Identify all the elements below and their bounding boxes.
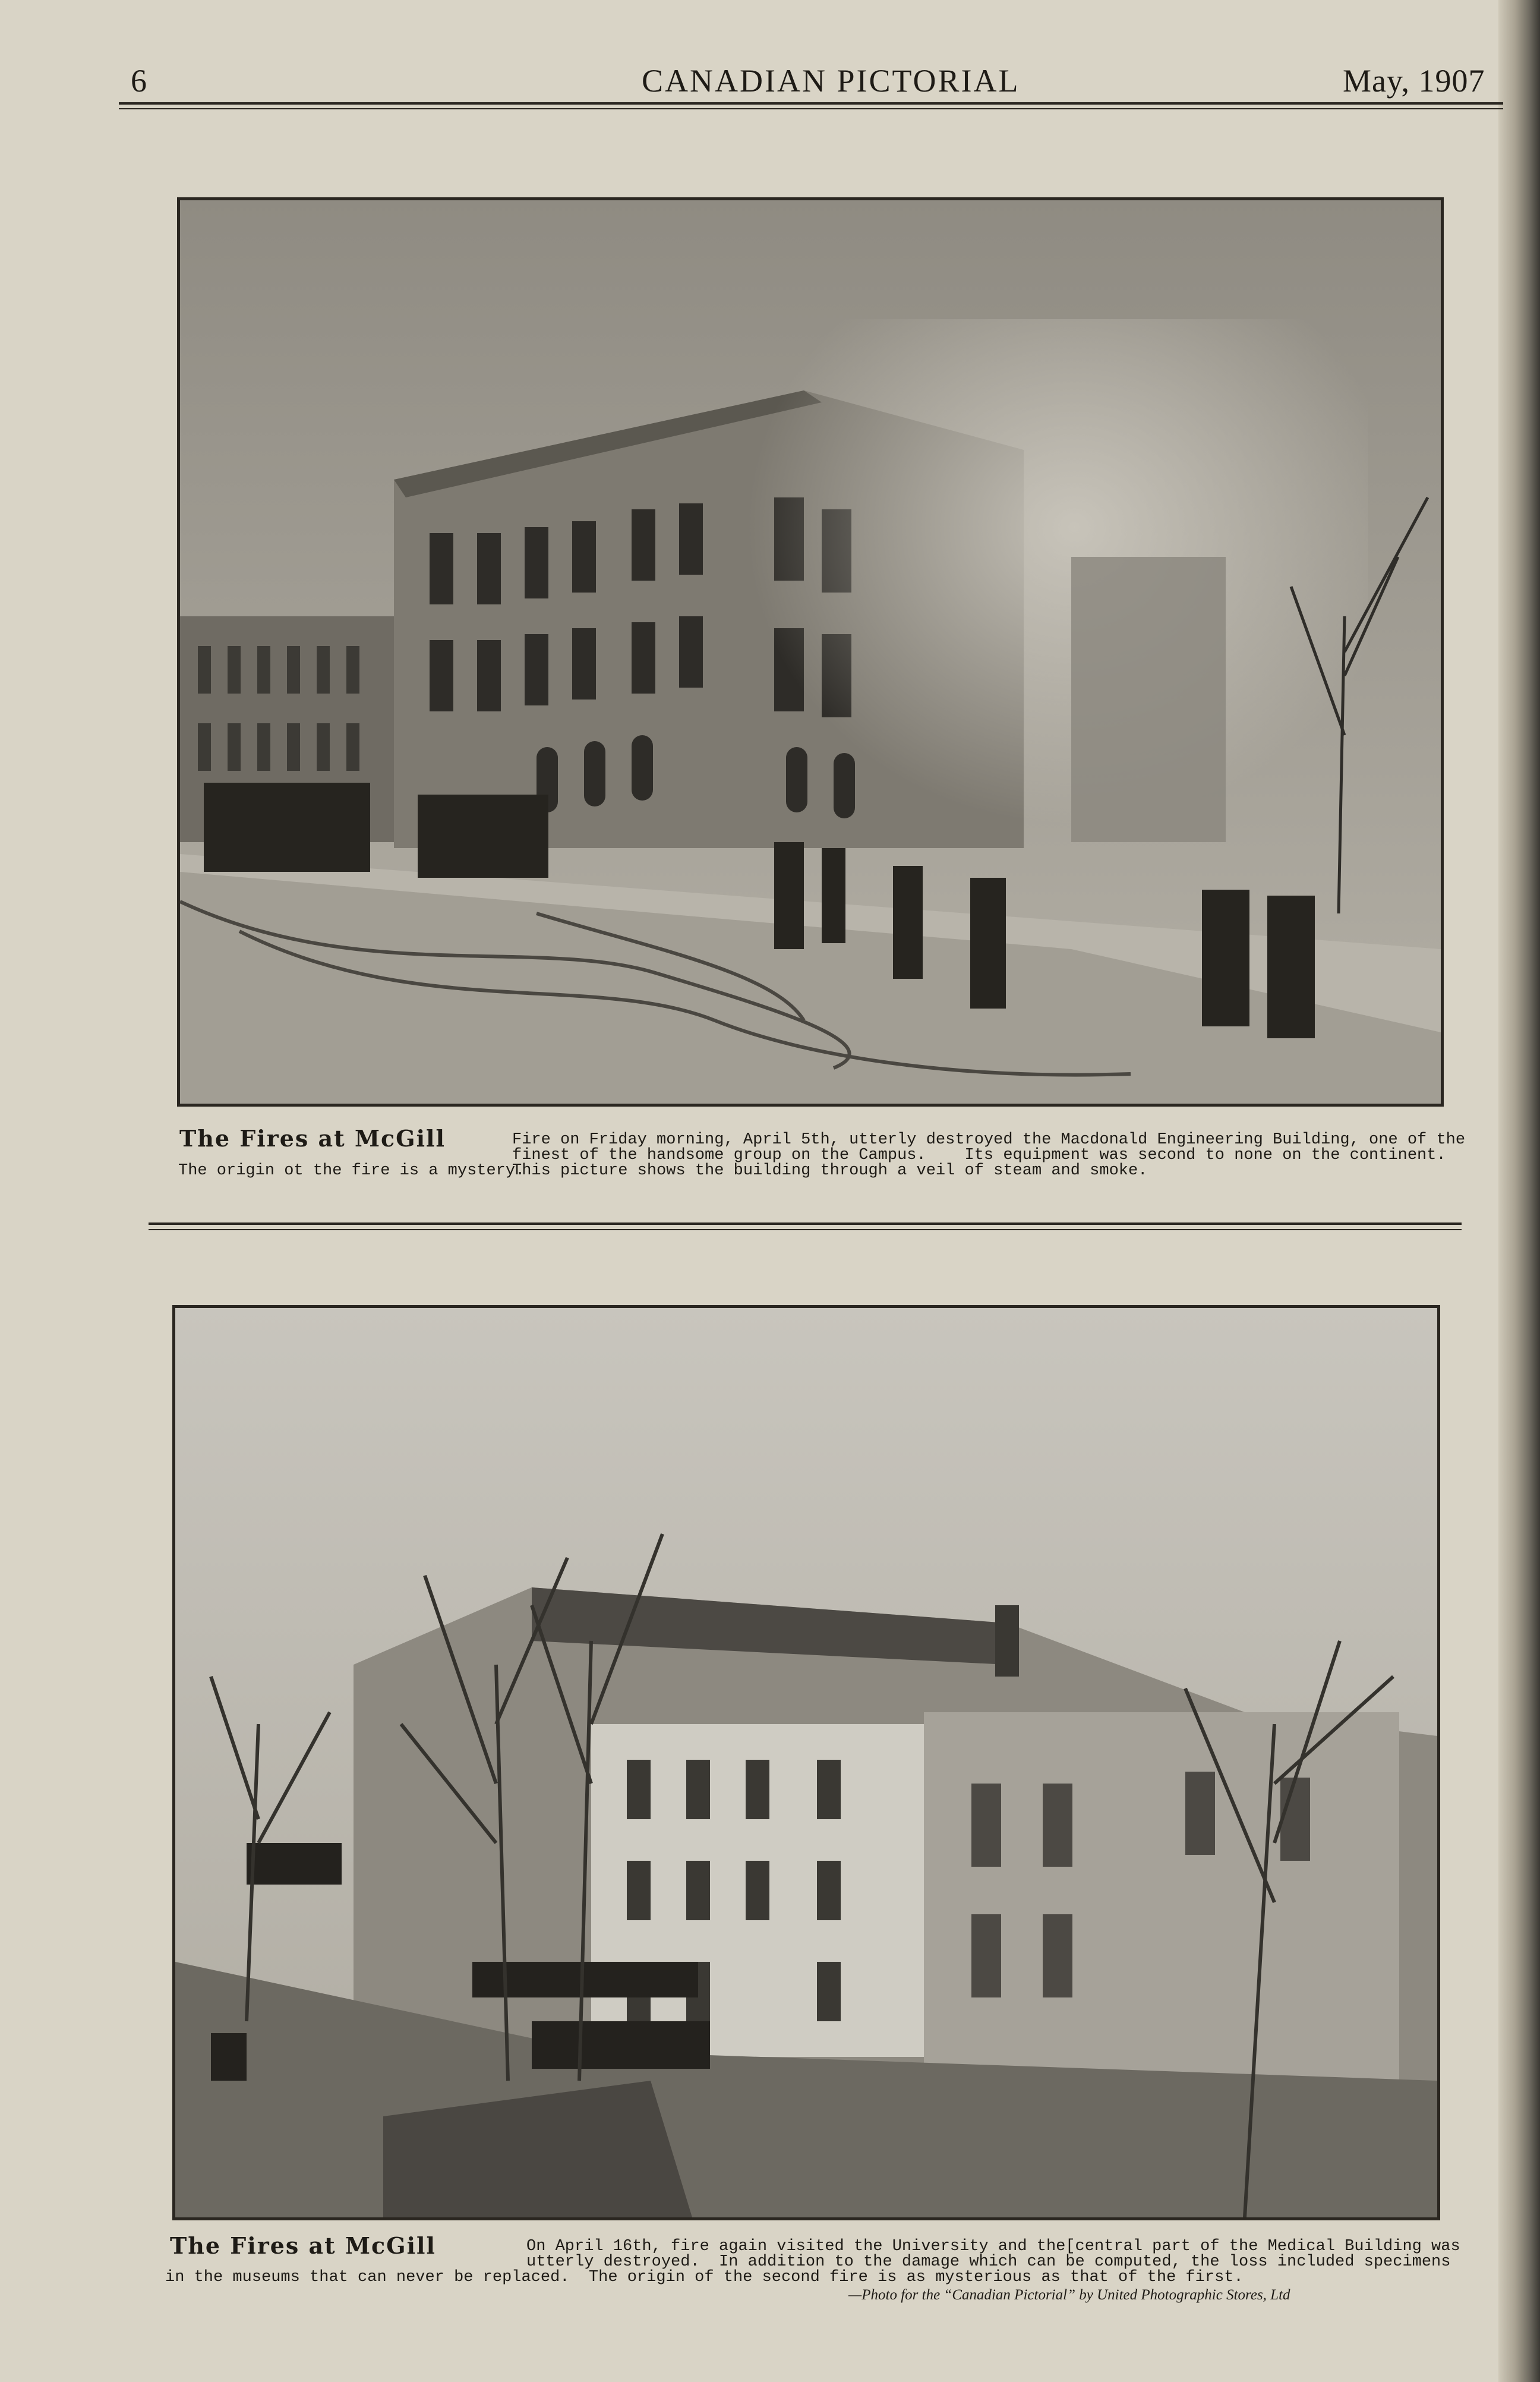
article1-subtitle: The origin ot the fire is a mystery. — [178, 1162, 525, 1180]
medical-photo-illustration — [175, 1308, 1437, 2217]
page-binding-edge — [1498, 0, 1540, 2382]
article2-line-2: utterly destroyed. In addition to the damage which can be computed, the loss included specimens — [526, 2253, 1451, 2271]
article2-title: The Fires at McGill — [170, 2232, 436, 2259]
page-number: 6 — [131, 63, 147, 99]
fire-photo-illustration — [180, 200, 1441, 1104]
article1-line-2: finest of the handsome group on the Campus. Its equipment was second to none on the continent. — [512, 1146, 1446, 1164]
publication-title: CANADIAN PICTORIAL — [642, 63, 1020, 99]
article1-line-1: Fire on Friday morning, April 5th, utterly destroyed the Macdonald Engineering Building, one of the — [512, 1131, 1466, 1149]
article1-title: The Fires at McGill — [179, 1125, 446, 1152]
article1-line-3: This picture shows the building through a veil of steam and smoke. — [512, 1162, 1148, 1180]
header-rule — [119, 102, 1503, 105]
article2-line-3: in the museums that can never be replaced. The origin of the second fire is as mysterious as that of the first. — [165, 2268, 1244, 2286]
article2-line-1: On April 16th, fire again visited the University and the[central part of the Medical Building was — [526, 2238, 1460, 2255]
photo-credit: —Photo for the “Canadian Pictorial” by United Photographic Stores, Ltd — [848, 2287, 1290, 2303]
photo-medical-building-fire — [172, 1305, 1440, 2220]
issue-date: May, 1907 — [1343, 63, 1485, 99]
header-rule-thin — [119, 108, 1503, 109]
photo-engineering-building-fire — [177, 197, 1444, 1107]
section-divider-thin — [149, 1229, 1462, 1230]
section-divider — [149, 1222, 1462, 1225]
